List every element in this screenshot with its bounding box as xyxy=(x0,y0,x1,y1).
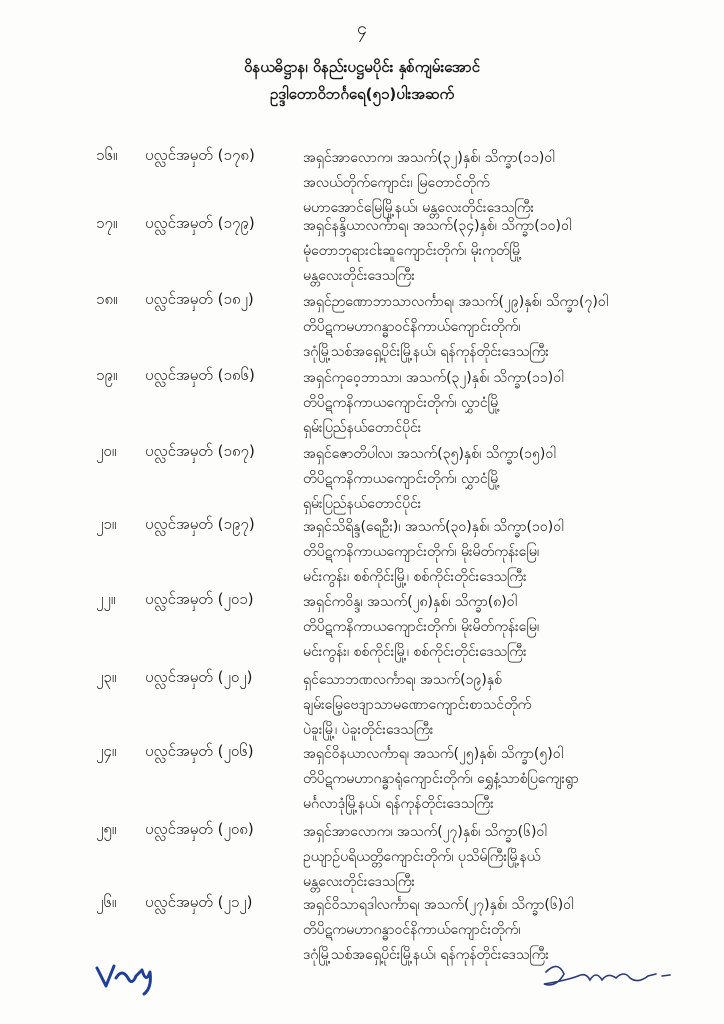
heading-line-1: ဝိနယဓိဋ္ဌာန၊ ဝိနည်းပဋ္ဌမပိုင်း နှစ်ကျမ်းအောင် xyxy=(244,58,480,76)
entry-registration: ပလ္လင်အမှတ် (၁၇၉) xyxy=(145,214,255,232)
entry-detail-line: အရှင်ဝိနယာလင်္ကာရ၊ အသက်(၂၅)နှစ်၊ သိက္ခာ(၅)ဝါ xyxy=(303,746,563,762)
entry-detail-line: အရှင်ဝိသာရဒါလင်္ကာရ၊ အသက်(၂၇)နှစ်၊ သိက္ခာ(၆)ဝါ xyxy=(303,897,574,913)
entry-registration: ပလ္လင်အမှတ် (၂၁၂) xyxy=(145,893,253,911)
entry-detail-line: အရှင်ကဝိန္ဒ၊ အသက်(၂၈)နှစ်၊ သိက္ခာ(၈)ဝါ xyxy=(303,594,517,610)
entry-detail-line: အရှင်သိရိန္ဒ(ရေဦး)၊ အသက်(၃၀)နှစ်၊ သိက္ခာ(၁၀)ဝါ xyxy=(303,519,564,535)
entry-details xyxy=(303,742,713,817)
entry-detail-line: ဒဂုံမြို့သစ်အရှေ့ပိုင်းမြို့နယ်၊ ရန်ကုန်တိုင်းဒေသကြီး xyxy=(303,947,549,963)
entry-number: ၂၁။ xyxy=(96,515,117,533)
entry-detail-line: အရှင်ကုဝေ့ဘာသာ၊ အသက်(၃၂)နှစ်၊ သိက္ခာ(၁၁)ဝါ xyxy=(303,370,564,386)
entry-registration: ပလ္လင်အမှတ် (၁၈၂) xyxy=(145,290,254,308)
entry-registration: ပလ္လင်အမှတ် (၁၇၈) xyxy=(145,146,255,164)
entry-details xyxy=(303,290,713,365)
entry-number: ၁၈။ xyxy=(96,290,118,308)
entry-detail-line: တိပိဋကနိကာယကျောင်းတိုက်၊ လွှာငံမြို့ xyxy=(303,395,501,411)
signature-right xyxy=(538,958,688,994)
entry-details xyxy=(303,442,713,517)
entry-number: ၂၂။ xyxy=(96,590,116,608)
entry-details xyxy=(303,515,713,590)
entry-number: ၁၆။ xyxy=(96,146,118,164)
entry-number: ၂၅။ xyxy=(96,820,117,838)
entry-detail-line: ချမ်းမြေ့ဗေဒျာသာမဏောကျောင်းစာသင်တိုက် xyxy=(303,697,532,713)
entry-detail-line: တိပိဋကမဟာဂန္ဓာဝင်နိကာယ်ကျောင်းတိုက်၊ xyxy=(303,319,521,335)
entry-detail-line: မန္တလေးတိုင်းဒေသကြီး xyxy=(303,874,415,890)
entry-number: ၂၆။ xyxy=(96,893,117,911)
entry-detail-line: အလယ်တိုက်ကျောင်း၊ မြတောင်တိုက် xyxy=(303,175,490,191)
entry-detail-line: မဟာအောင်မြေမြို့နယ်၊ မန္တလေးတိုင်းဒေသကြီး xyxy=(303,200,535,216)
entry-details xyxy=(303,893,713,968)
entry-details xyxy=(303,366,713,441)
entry-detail-line: ဒဂုံမြို့သစ်အရှေ့ပိုင်းမြို့နယ်၊ ရန်ကုန်တိုင်းဒေသကြီး xyxy=(303,344,549,360)
entry-number: ၂၃။ xyxy=(96,668,117,686)
entry-detail-line: အရှင်ဇောတိပါလ၊ အသက်(၃၅)နှစ်၊ သိက္ခာ(၁၅)ဝါ xyxy=(303,446,556,462)
entry-detail-line: တိပိဋကနိကာယကျောင်းတိုက်၊ မိုးမိတ်ကုန်းမြေ၊ xyxy=(303,619,540,635)
entry-registration: ပလ္လင်အမှတ် (၂၀၈) xyxy=(145,820,254,838)
entry-details xyxy=(303,820,713,895)
entry-registration: ပလ္လင်အမှတ် (၂၀၁) xyxy=(145,590,254,608)
entry-detail-line: တိပိဋကမဟာဂန္ဓာရုံကျောင်းတိုက်၊ ရွှေနံ့သာစံပြကျေးရွာ xyxy=(303,771,579,787)
entry-registration: ပလ္လင်အမှတ် (၂၀၆) xyxy=(145,742,254,760)
entry-detail-line: ပဲခူးမြို့၊ ပဲခူးတိုင်းဒေသကြီး xyxy=(303,722,434,738)
entry-details xyxy=(303,668,713,743)
entry-details xyxy=(303,214,713,289)
entry-detail-line: ရှမ်းပြည်နယ်တောင်ပိုင်း xyxy=(303,420,422,436)
entry-registration: ပလ္လင်အမှတ် (၂၀၂) xyxy=(145,668,253,686)
entry-detail-line: အရှင်အာလောက၊ အသက်(၂၇)နှစ်၊ သိက္ခာ(၆)ဝါ xyxy=(303,824,547,840)
entry-detail-line: မင်းကွန်း၊ စစ်ကိုင်းမြို့၊ စစ်ကိုင်းတိုင်းဒေသကြီး xyxy=(303,569,527,585)
entry-detail-line: မင်္ဂလာဒုံမြို့နယ်၊ ရန်ကုန်တိုင်းဒေသကြီး xyxy=(303,796,494,812)
entry-number: ၂၄။ xyxy=(96,742,117,760)
entry-detail-line: မန္တလေးတိုင်းဒေသကြီး xyxy=(303,268,415,284)
entry-detail-line: အရှင်ဉာဏောဘာသာလင်္ကာရ၊ အသက်(၂၉)နှစ်၊ သိက္ခာ(၇)ဝါ xyxy=(303,294,609,310)
entry-detail-line: တိပိဋကနိကာယကျောင်းတိုက်၊ မိုးမိတ်ကုန်းမြေ၊ xyxy=(303,544,540,560)
entry-detail-line: အရှင်နန္ဒိယာလင်္ကာရ၊ အသက်(၃၄)နှစ်၊ သိက္ခာ(၁၀)ဝါ xyxy=(303,218,572,234)
entry-detail-line: ဥယျာဉ်ပရိယတ္တိကျောင်းတိုက်၊ ပုသိမ်ကြီးမြို့နယ် xyxy=(303,849,541,865)
entry-detail-line: တိပိဋကနိကာယကျောင်းတိုက်၊ လွှာငံမြို့ xyxy=(303,471,501,487)
signature-left xyxy=(92,956,162,996)
heading-line-2: ဥဒ္ဒါတောဝိဘင်္ဂရေ(၅၁)ပါးအဆက် xyxy=(269,85,455,103)
entry-details xyxy=(303,590,713,665)
entry-detail-line: ရှမ်းပြည်နယ်တောင်ပိုင်း xyxy=(303,496,422,512)
entry-detail-line: တိပိဋကမဟာဂန္ဓာဝင်နိကာယ်ကျောင်းတိုက်၊ xyxy=(303,922,521,938)
entry-details xyxy=(303,146,713,221)
entry-number: ၁၇။ xyxy=(96,214,118,232)
page-number: ၄ xyxy=(356,18,368,39)
entry-registration: ပလ္လင်အမှတ် (၁၈၇) xyxy=(145,442,255,460)
entry-registration: ပလ္လင်အမှတ် (၁၈၆) xyxy=(145,366,255,384)
entry-detail-line: မုံတောဘုရားငါးဆူကျောင်းတိုက်၊ မိုးကုတ်မြို့ xyxy=(303,243,523,259)
entry-detail-line: မင်းကွန်း၊ စစ်ကိုင်းမြို့၊ စစ်ကိုင်းတိုင်းဒေသကြီး xyxy=(303,644,527,660)
entry-number: ၂၀။ xyxy=(96,442,117,460)
entry-registration: ပလ္လင်အမှတ် (၁၉၇) xyxy=(145,515,255,533)
entry-number: ၁၉။ xyxy=(96,366,118,384)
entry-detail-line: အရှင်အာလောက၊ အသက်(၃၂)နှစ်၊ သိက္ခာ(၁၁)ဝါ xyxy=(303,150,555,166)
entry-detail-line: ရှင်သောဘဏလင်္ကာရ၊ အသက်(၁၉)နှစ် xyxy=(303,672,502,688)
